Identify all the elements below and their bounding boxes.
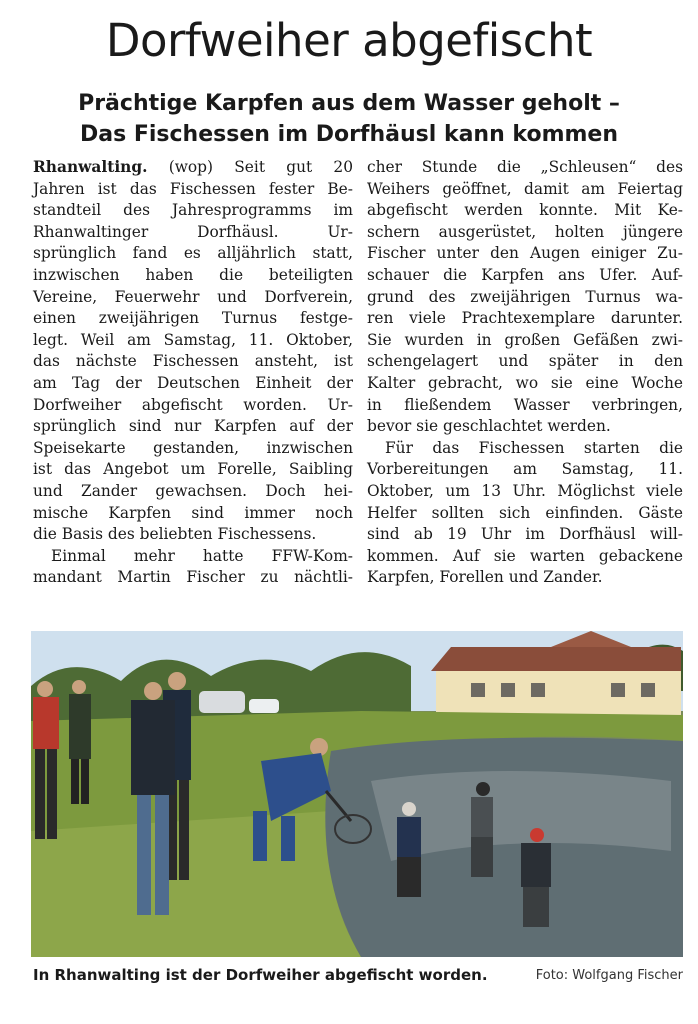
text-line: das nächste Fischessen ansteht, ist xyxy=(33,352,353,371)
text-line: kommen. Auf sie warten gebackene xyxy=(367,546,683,565)
text-line: einen zweijährigen Turnus festge- xyxy=(33,309,353,328)
article-column-left xyxy=(33,157,353,589)
text-line xyxy=(33,157,353,179)
text-line: grund des zweijährigen Turnus wa- xyxy=(367,287,683,306)
pond-water xyxy=(325,738,683,957)
pond-scene-illustration xyxy=(31,631,683,957)
text-line: schengelagert und später in den xyxy=(367,352,683,371)
text-line: abgefischt werden konnte. Mit Ke- xyxy=(367,201,683,220)
dateline: Rhanwalting. xyxy=(33,158,148,176)
text-line: cher Stunde die „Schleusen“ des xyxy=(367,158,683,176)
text-line: mandant Martin Fischer zu nächtli- xyxy=(33,568,353,587)
text-line: Vorbereitungen am Samstag, 11. xyxy=(367,460,683,479)
text-line: Jahren ist das Fischessen fester Be- xyxy=(33,179,353,198)
photo-credit: Foto: Wolfgang Fischer xyxy=(535,968,683,983)
subheadline xyxy=(0,88,698,150)
text-line: Einmal mehr hatte FFW-Kom- xyxy=(51,546,353,565)
text-line: Weihers geöffnet, damit am Feiertag xyxy=(367,179,683,198)
text-line: legt. Weil am Samstag, 11. Oktober, xyxy=(33,330,353,349)
text-line: die Basis des beliebten Fischessens. xyxy=(33,525,317,544)
article-photo xyxy=(31,631,683,957)
car xyxy=(249,699,279,713)
text-line: mische Karpfen sind immer noch xyxy=(33,503,353,522)
subheadline-line: Das Fischessen im Dorfhäusl kann kommen xyxy=(79,122,618,147)
photo-caption: In Rhanwalting ist der Dorfweiher abgefischt worden. xyxy=(33,966,488,984)
grass-bank xyxy=(31,811,361,957)
text-line: Fischer unter den Augen einiger Zu- xyxy=(367,244,683,263)
text-line: Dorfweiher abgefischt worden. Ur- xyxy=(33,395,353,414)
text-line: Vereine, Feuerwehr und Dorfverein, xyxy=(33,287,353,306)
text-line: inzwischen haben die beteiligten xyxy=(33,265,353,284)
text-line: bevor sie geschlachtet werden. xyxy=(367,417,611,436)
text-line: Kalter gebracht, wo sie eine Woche xyxy=(367,373,683,392)
text-line: sprünglich sind nur Karpfen auf der xyxy=(33,417,353,436)
car xyxy=(199,691,245,713)
text-line: Sie wurden in großen Gefäßen zwi- xyxy=(367,330,683,349)
text-line: sind ab 19 Uhr im Dorfhäusl will- xyxy=(367,525,683,544)
text-line: ist das Angebot um Forelle, Saibling xyxy=(33,460,353,479)
subheadline-line: Prächtige Karpfen aus dem Wasser geholt – xyxy=(78,91,620,116)
text-line: Karpfen, Forellen und Zander. xyxy=(367,568,603,587)
text-line: Speisekarte gestanden, inzwischen xyxy=(33,438,353,457)
text-line: am Tag der Deutschen Einheit der xyxy=(33,373,353,392)
text-line: und Zander gewachsen. Doch hei- xyxy=(33,481,353,500)
text-line: in fließendem Wasser verbringen, xyxy=(367,395,683,414)
text-line: Für das Fischessen starten die xyxy=(385,438,683,457)
headline: Dorfweiher abgefischt xyxy=(105,14,593,67)
text-line: schern ausgerüstet, holten jüngere xyxy=(367,222,683,241)
text-line: Rhanwaltinger Dorfhäusl. Ur- xyxy=(33,222,353,241)
article-column-right xyxy=(367,157,683,589)
text-line: standteil des Jahresprogramms im xyxy=(33,201,353,220)
text-line: sprünglich fand es alljährlich statt, xyxy=(33,244,353,263)
text-line: ren viele Prachtexemplare darunter. xyxy=(367,309,683,328)
text-line: schauer die Karpfen ans Ufer. Auf- xyxy=(367,265,683,284)
text-line: Helfer sollten sich einfinden. Gäste xyxy=(367,503,683,522)
text-line: Oktober, um 13 Uhr. Möglichst viele xyxy=(367,481,683,500)
text-fragment: (wop) Seit gut 20 xyxy=(168,158,353,176)
